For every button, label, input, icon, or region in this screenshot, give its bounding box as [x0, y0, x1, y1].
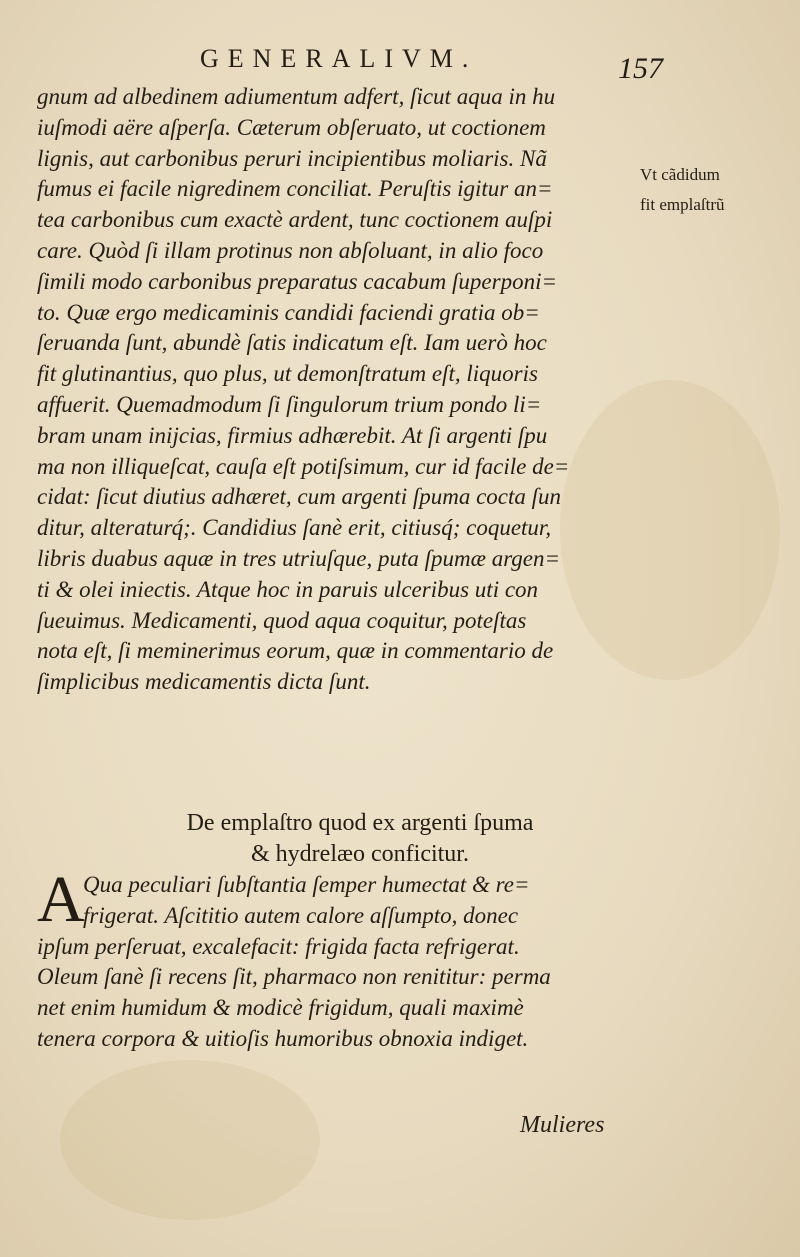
text-line: ſueuimus. Medicamenti, quod aqua coquitur, poteſtas [37, 607, 527, 633]
text-line: libris duabus aquæ in tres utriuſque, puta ſpumæ argen= [37, 545, 561, 571]
running-title: GENERALIVM. [200, 44, 478, 73]
section-heading-line: De emplaſtro quod ex argenti ſpuma [186, 810, 534, 836]
section-text-block [37, 863, 637, 1055]
text-line: ma non illiqueſcat, cauſa eſt potiſsimum, cur id facile de= [37, 453, 570, 479]
text-line: Oleum ſanè ſi recens ſit, pharmaco non renititur: perma [37, 964, 551, 990]
text-line: to. Quæ ergo medicaminis candidi faciendi gratia ob= [37, 299, 540, 325]
text-line: cidat: ſicut diutius adhæret, cum argenti ſpuma cocta ſun [37, 484, 562, 510]
section-heading [110, 808, 610, 870]
text-line: affuerit. Quemadmodum ſi ſingulorum trium pondo li= [37, 391, 542, 417]
text-line: fumus ei facile nigredinem conciliat. Peruſtis igitur an= [37, 176, 553, 202]
marginal-note [640, 160, 800, 220]
text-line: bram unam inijcias, firmius adhærebit. At ſi argenti ſpu [37, 422, 548, 448]
text-line: fit glutinantius, quo plus, ut demonſtratum eſt, liquoris [37, 361, 538, 387]
catchword: Mulieres [520, 1112, 605, 1138]
text-line: iuſmodi aëre aſperſa. Cæterum obſeruato, ut coctionem [37, 114, 546, 140]
text-line: nota eſt, ſi meminerimus eorum, quæ in commentario de [37, 638, 554, 664]
marginal-note-line: Vt cãdidum [640, 165, 720, 184]
page-number: 157 [618, 52, 663, 85]
text-line: frigerat. Aſcititio autem calore aſſumpto, donec [83, 902, 519, 928]
text-line: ſimili modo carbonibus preparatus cacabum ſuperponi= [37, 268, 558, 294]
text-line: ſeruanda ſunt, abundè ſatis indicatum eſt. Iam uerò hoc [37, 330, 547, 356]
text-line: ditur, alteraturq́;. Candidius ſanè erit, citiusq́; coquetur, [37, 515, 552, 541]
paper-stain [60, 1060, 320, 1220]
marginal-note-line: fit emplaſtrũ [640, 195, 725, 214]
main-text-block [37, 82, 637, 698]
text-line: net enim humidum & modicè frigidum, quali maximè [37, 995, 524, 1021]
text-line: Qua peculiari ſubſtantia ſemper humectat & re= [83, 872, 530, 897]
text-line: care. Quòd ſi illam protinus non abſoluant, in alio foco [37, 237, 544, 263]
text-line: lignis, aut carbonibus peruri incipientibus moliaris. Nã [37, 145, 547, 171]
text-line: gnum ad albedinem adiumentum adfert, ſicut aqua in hu [37, 84, 556, 109]
text-line: ti & olei iniectis. Atque hoc in paruis ulceribus uti con [37, 576, 539, 602]
section-heading-line: & hydrelæo conficitur. [251, 841, 469, 867]
text-line: tea carbonibus cum exactè ardent, tunc coctionem auſpi [37, 207, 553, 233]
text-line: tenera corpora & uitioſis humoribus obnoxia indiget. [37, 1025, 529, 1051]
drop-cap: A [37, 863, 85, 936]
text-line: ipſum perſeruat, excalefacit: frigida facta refrigerat. [37, 933, 520, 959]
text-line: ſimplicibus medicamentis dicta ſunt. [37, 669, 371, 695]
